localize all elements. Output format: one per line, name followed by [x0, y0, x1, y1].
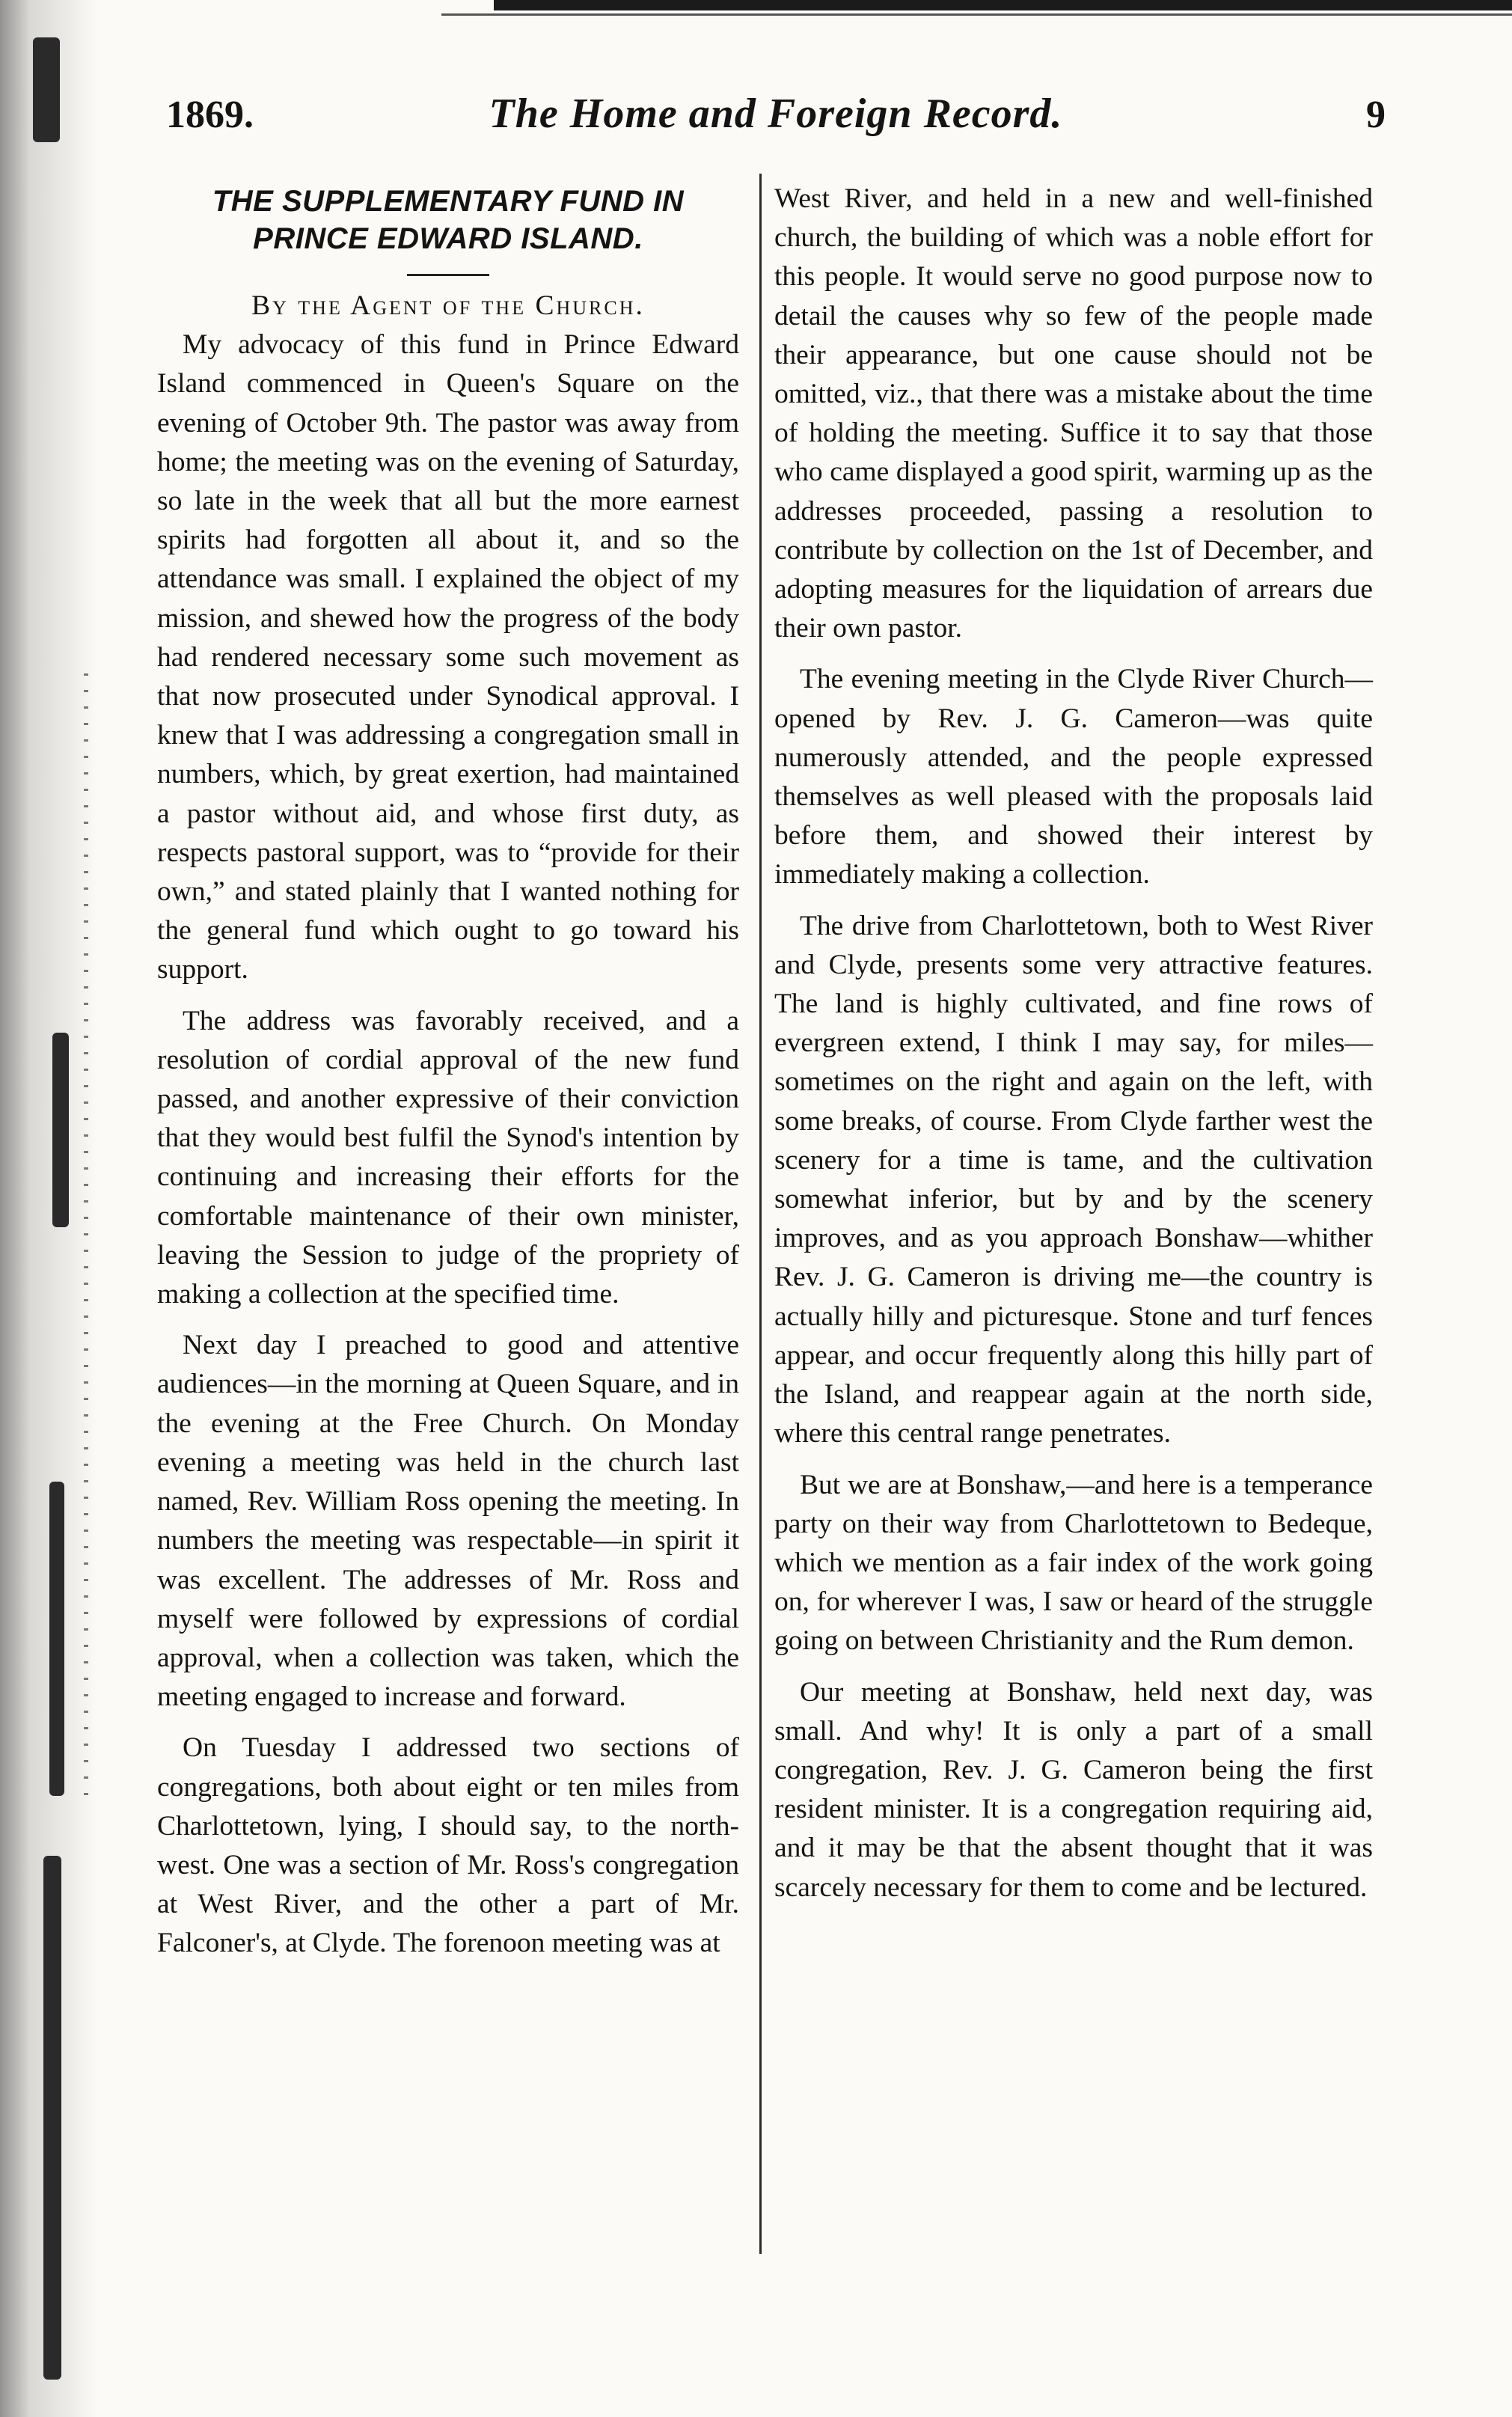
paragraph: Our meeting at Bonshaw, held next day, was small. And why! It is only a part of a small congregation, Rev. J. G. Cameron being the first resident minister. It is a congregation requiring aid, and it may be that the absent thought that it was scarcely necessary for them to come and be lectured. [774, 1676, 1373, 1903]
column-divider [759, 174, 762, 2254]
title-rule [407, 274, 489, 276]
binding-mark [49, 1482, 64, 1796]
scan-speckle [84, 673, 88, 1796]
page-number: 9 [1366, 94, 1386, 136]
paragraph: On Tuesday I addressed two sections of congregations, both about eight or ten miles from Charlottetown, lying, I should say, to the north-west. One was a section of Mr. Ross's congregation at West River, and the other a part of Mr. Falconer's, at Clyde. The forenoon meeting was at [157, 1732, 739, 1959]
paragraph: The address was favorably received, and a resolution of cordial approval of the new fund passed, and another expressive of their conviction that they would best fulfil the Synod's intention by continuing and increasing their efforts for the comfortable maintenance of their own minister, leaving the Session to judge of the propriety of making a collection at the specified time. [157, 1005, 739, 1310]
paragraph: The evening meeting in the Clyde River Church—opened by Rev. J. G. Cameron—was quite numerously attended, and the people expressed themselves as well pleased with the proposals laid before them, and showed their interest by immediately making a collection. [774, 664, 1373, 890]
journal-title: The Home and Foreign Record. [489, 91, 1063, 137]
left-column [157, 180, 739, 1964]
paragraph: Next day I preached to good and attentive audiences—in the morning at Queen Square, and in the evening at the Free Church. On Monday evening a meeting was held in the church last named, Rev. William Ross opening the meeting. In numbers the meeting was respectable—in spirit it was excellent. The addresses of Mr. Ross and myself were followed by expressions of cordial approval, when a collection was taken, which the meeting engaged to increase and forward. [157, 1330, 739, 1713]
paragraph: West River, and held in a new and well-finished church, the building of which was a noble effort for this people. It would serve no good purpose now to detail the causes why so few of the people made their appearance, but one cause should not be omitted, viz., that there was a mistake about the time of holding the meeting. Suffice it to say that those who came displayed a good spirit, warming up as the addresses proceeded, passing a resolution to contribute by collection on the 1st of December, and adopting measures for the liquidation of arrears due their own pastor. [774, 183, 1373, 644]
paragraph: My advocacy of this fund in Prince Edward Island commenced in Queen's Square on the evening of October 9th. The pastor was away from home; the meeting was on the evening of Saturday, so late in the week that all but the more earnest spirits had forgotten all about it, and so the attendance was small. I explained the object of my mission, and shewed how the progress of the body had rendered necessary some such movement as that now prosecuted under Synodical approval. I knew that I was addressing a congregation small in numbers, which, by great exertion, had maintained a pastor without aid, and whose first duty, as respects pastoral support, was to “provide for their own,” and stated plainly that I wanted nothing for the general fund which ought to go toward his support. [157, 329, 739, 986]
binding-mark [52, 1033, 69, 1227]
binding-mark [33, 37, 60, 142]
scan-top-rule-thin [441, 13, 1512, 16]
byline: By the Agent of the Church. [251, 290, 645, 321]
running-head [166, 84, 1386, 151]
scan-top-rule [494, 0, 1512, 10]
paragraph: The drive from Charlottetown, both to West River and Clyde, presents some very attractive features. The land is highly cultivated, and fine rows of evergreen extend, I think I may say, for miles—sometimes on the right and again on the left, with some breaks, of course. From Clyde farther west the scenery for a time is tame, and the cultivation somewhat inferior, but by and by the scenery improves, and as you approach Bonshaw—whither Rev. J. G. Cameron is driving me—the country is actually hilly and picturesque. Stone and turf fences appear, and occur frequently along this hilly part of the Island, and reappear again at the north side, where this central range penetrates. [774, 910, 1373, 1449]
header-year: 1869. [166, 94, 254, 136]
article-title: THE SUPPLEMENTARY FUND IN PRINCE EDWARD ISLAND. [212, 185, 685, 255]
paragraph: But we are at Bonshaw,—and here is a temperance party on their way from Charlottetown to Bedeque, which we mention as a fair index of the work going on, for wherever I was, I saw or heard of the struggle going on between Christianity and the Rum demon. [774, 1469, 1373, 1657]
right-column [774, 180, 1373, 1907]
binding-mark [43, 1856, 61, 2380]
